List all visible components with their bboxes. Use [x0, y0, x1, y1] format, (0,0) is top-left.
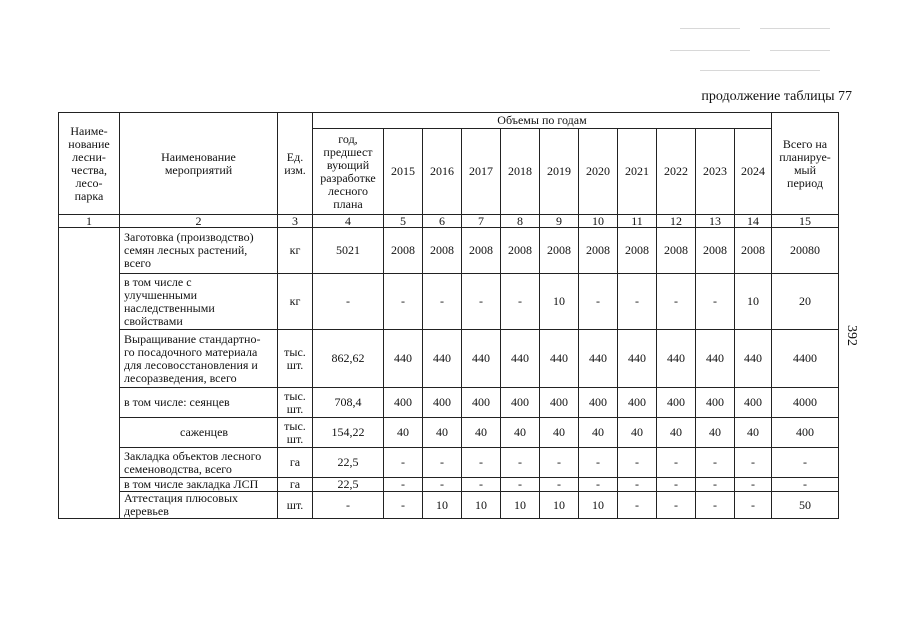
- year-value-2021: -: [618, 274, 657, 330]
- total-value: 20: [772, 274, 839, 330]
- header-year-2019: 2019: [540, 129, 579, 215]
- year-value-2024: 440: [735, 330, 772, 388]
- table-row: [59, 228, 839, 274]
- previous-year-value: 708,4: [313, 388, 384, 418]
- year-value-2018: 400: [501, 388, 540, 418]
- unit-cell: шт.: [278, 492, 313, 519]
- year-value-2015: 40: [384, 418, 423, 448]
- year-value-2024: -: [735, 492, 772, 519]
- table-row: [59, 492, 839, 519]
- year-value-2023: 400: [696, 388, 735, 418]
- year-value-2021: 40: [618, 418, 657, 448]
- year-value-2016: 40: [423, 418, 462, 448]
- year-value-2018: 2008: [501, 228, 540, 274]
- year-value-2021: -: [618, 448, 657, 478]
- year-value-2015: 440: [384, 330, 423, 388]
- forestry-cell: [59, 228, 120, 519]
- year-value-2023: 2008: [696, 228, 735, 274]
- column-number: 11: [618, 215, 657, 228]
- previous-year-value: 22,5: [313, 448, 384, 478]
- year-value-2020: -: [579, 274, 618, 330]
- year-value-2021: -: [618, 492, 657, 519]
- unit-cell: тыс. шт.: [278, 418, 313, 448]
- page-number: 392: [844, 325, 859, 346]
- year-value-2023: -: [696, 448, 735, 478]
- table-row: [59, 388, 839, 418]
- total-value: 4400: [772, 330, 839, 388]
- year-value-2019: 40: [540, 418, 579, 448]
- unit-cell: га: [278, 448, 313, 478]
- year-value-2021: 440: [618, 330, 657, 388]
- column-number: 6: [423, 215, 462, 228]
- previous-year-value: -: [313, 492, 384, 519]
- year-value-2016: -: [423, 274, 462, 330]
- header-year-2015: 2015: [384, 129, 423, 215]
- year-value-2022: 40: [657, 418, 696, 448]
- column-number: 1: [59, 215, 120, 228]
- year-value-2019: 440: [540, 330, 579, 388]
- year-value-2019: 10: [540, 492, 579, 519]
- year-value-2017: 2008: [462, 228, 501, 274]
- year-value-2020: 400: [579, 388, 618, 418]
- year-value-2016: 2008: [423, 228, 462, 274]
- total-value: -: [772, 448, 839, 478]
- total-value: 4000: [772, 388, 839, 418]
- column-number: 10: [579, 215, 618, 228]
- column-number: 15: [772, 215, 839, 228]
- year-value-2022: 400: [657, 388, 696, 418]
- year-value-2019: 2008: [540, 228, 579, 274]
- unit-cell: кг: [278, 228, 313, 274]
- year-value-2022: 2008: [657, 228, 696, 274]
- year-value-2015: -: [384, 274, 423, 330]
- header-total-period: Всего на планируе- мый период: [772, 113, 839, 215]
- header-year-2020: 2020: [579, 129, 618, 215]
- table-row: [59, 418, 839, 448]
- header-year-2017: 2017: [462, 129, 501, 215]
- year-value-2019: -: [540, 448, 579, 478]
- header-forestry-name: Наиме- нование лесни- чества, лесо- парка: [59, 113, 120, 215]
- year-value-2015: 400: [384, 388, 423, 418]
- year-value-2022: -: [657, 274, 696, 330]
- year-value-2021: -: [618, 478, 657, 492]
- year-value-2022: -: [657, 492, 696, 519]
- year-value-2016: 440: [423, 330, 462, 388]
- year-value-2017: 10: [462, 492, 501, 519]
- year-value-2018: -: [501, 274, 540, 330]
- table-row: [59, 448, 839, 478]
- year-value-2017: 440: [462, 330, 501, 388]
- year-value-2016: 400: [423, 388, 462, 418]
- year-value-2015: -: [384, 478, 423, 492]
- total-value: 20080: [772, 228, 839, 274]
- year-value-2016: 10: [423, 492, 462, 519]
- year-value-2018: 40: [501, 418, 540, 448]
- previous-year-value: 862,62: [313, 330, 384, 388]
- header-activity-name: Наименование мероприятий: [120, 113, 278, 215]
- table-row: [59, 478, 839, 492]
- year-value-2017: 400: [462, 388, 501, 418]
- total-value: 400: [772, 418, 839, 448]
- header-year-2022: 2022: [657, 129, 696, 215]
- year-value-2018: 10: [501, 492, 540, 519]
- unit-cell: кг: [278, 274, 313, 330]
- year-value-2022: -: [657, 478, 696, 492]
- year-value-2024: 40: [735, 418, 772, 448]
- table-row: [59, 330, 839, 388]
- activity-name: в том числе: сеянцев: [120, 388, 278, 418]
- activity-name: Аттестация плюсовых деревьев: [120, 492, 278, 519]
- year-value-2020: 10: [579, 492, 618, 519]
- year-value-2024: -: [735, 478, 772, 492]
- activity-name: саженцев: [120, 418, 278, 448]
- unit-cell: тыс. шт.: [278, 388, 313, 418]
- previous-year-value: 22,5: [313, 478, 384, 492]
- activity-name: в том числе с улучшенными наследственными свойствами: [120, 274, 278, 330]
- column-number: 2: [120, 215, 278, 228]
- year-value-2024: 10: [735, 274, 772, 330]
- activity-name: Выращивание стандартно- го посадочного материала для лесовосстановления и лесоразведения, всего: [120, 330, 278, 388]
- year-value-2016: -: [423, 448, 462, 478]
- year-value-2023: -: [696, 492, 735, 519]
- column-number: 3: [278, 215, 313, 228]
- year-value-2024: 2008: [735, 228, 772, 274]
- header-unit: Ед. изм.: [278, 113, 313, 215]
- year-value-2020: -: [579, 478, 618, 492]
- column-number: 13: [696, 215, 735, 228]
- header-volumes-by-year: Объемы по годам: [313, 113, 772, 129]
- year-value-2021: 400: [618, 388, 657, 418]
- total-value: -: [772, 478, 839, 492]
- year-value-2015: -: [384, 448, 423, 478]
- year-value-2023: -: [696, 478, 735, 492]
- faint-scan-marks: [640, 10, 850, 80]
- column-number: 5: [384, 215, 423, 228]
- year-value-2023: -: [696, 274, 735, 330]
- forest-activities-table: [58, 112, 839, 519]
- year-value-2023: 40: [696, 418, 735, 448]
- previous-year-value: 154,22: [313, 418, 384, 448]
- unit-cell: тыс. шт.: [278, 330, 313, 388]
- year-value-2017: -: [462, 478, 501, 492]
- year-value-2018: -: [501, 478, 540, 492]
- year-value-2019: 400: [540, 388, 579, 418]
- year-value-2015: 2008: [384, 228, 423, 274]
- previous-year-value: 5021: [313, 228, 384, 274]
- year-value-2017: -: [462, 448, 501, 478]
- year-value-2018: 440: [501, 330, 540, 388]
- unit-cell: га: [278, 478, 313, 492]
- column-number: 12: [657, 215, 696, 228]
- year-value-2019: -: [540, 478, 579, 492]
- year-value-2024: -: [735, 448, 772, 478]
- year-value-2024: 400: [735, 388, 772, 418]
- column-number: 8: [501, 215, 540, 228]
- year-value-2020: 440: [579, 330, 618, 388]
- year-value-2022: 440: [657, 330, 696, 388]
- table-continuation-caption: продолжение таблицы 77: [701, 89, 852, 104]
- year-value-2023: 440: [696, 330, 735, 388]
- column-number: 14: [735, 215, 772, 228]
- header-year-2024: 2024: [735, 129, 772, 215]
- column-number: 7: [462, 215, 501, 228]
- column-number: 4: [313, 215, 384, 228]
- activity-name: в том числе закладка ЛСП: [120, 478, 278, 492]
- year-value-2015: -: [384, 492, 423, 519]
- year-value-2022: -: [657, 448, 696, 478]
- year-value-2016: -: [423, 478, 462, 492]
- total-value: 50: [772, 492, 839, 519]
- header-year-2016: 2016: [423, 129, 462, 215]
- year-value-2017: 40: [462, 418, 501, 448]
- year-value-2020: -: [579, 448, 618, 478]
- header-year-2023: 2023: [696, 129, 735, 215]
- year-value-2021: 2008: [618, 228, 657, 274]
- table-row: [59, 274, 839, 330]
- year-value-2017: -: [462, 274, 501, 330]
- activity-name: Заготовка (производство) семян лесных растений, всего: [120, 228, 278, 274]
- column-number: 9: [540, 215, 579, 228]
- header-year-2021: 2021: [618, 129, 657, 215]
- year-value-2020: 2008: [579, 228, 618, 274]
- year-value-2019: 10: [540, 274, 579, 330]
- header-previous-year: год, предшест вующий разработке лесного плана: [313, 129, 384, 215]
- activity-name: Закладка объектов лесного семеноводства, всего: [120, 448, 278, 478]
- header-year-2018: 2018: [501, 129, 540, 215]
- previous-year-value: -: [313, 274, 384, 330]
- year-value-2020: 40: [579, 418, 618, 448]
- year-value-2018: -: [501, 448, 540, 478]
